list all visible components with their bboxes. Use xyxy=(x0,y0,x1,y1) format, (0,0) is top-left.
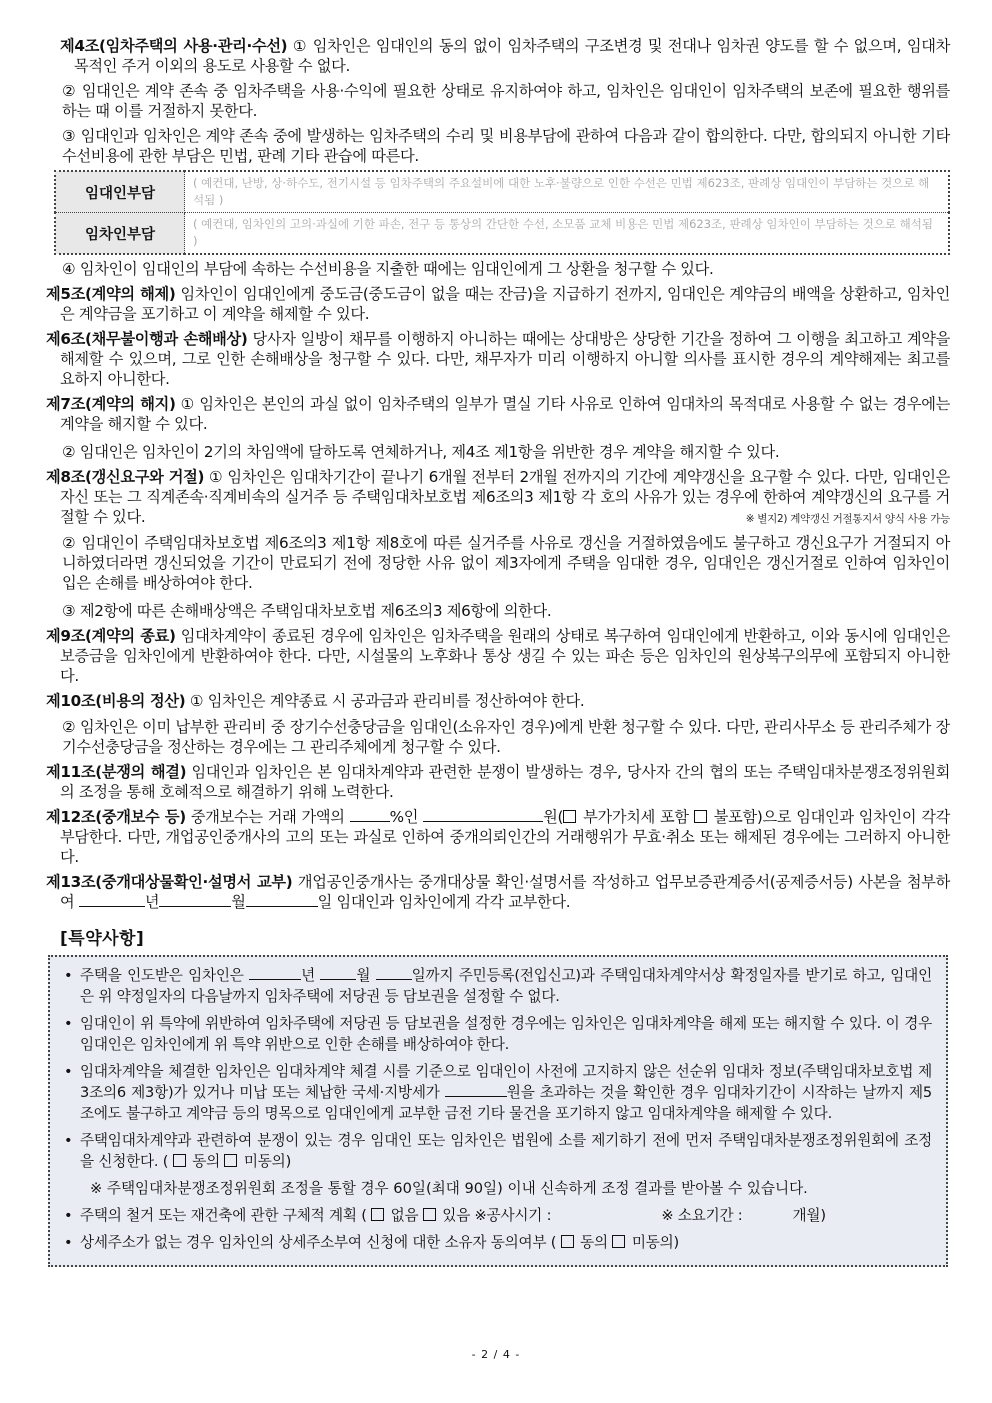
delivery-day-field[interactable] xyxy=(246,892,318,907)
article-5-title: 제5조(계약의 해제) xyxy=(46,285,176,303)
article-5 xyxy=(46,284,950,324)
fee-rate-field[interactable] xyxy=(350,807,390,822)
repair-burden-table xyxy=(54,170,950,255)
article-10-title: 제10조(비용의 정산) xyxy=(46,692,186,710)
article-11 xyxy=(46,762,950,802)
special-term-1-d: 일까지 주민등록(전입신고)과 주택임대차계약서상 확정일자를 받기로 하고, 임대인은 위 약정일자의 다음날까지 임차주택에 저당권 등 담보권을 설정할 수 없다. xyxy=(80,967,932,1005)
owner-agree-label: 동의 xyxy=(575,1234,613,1251)
article-7 xyxy=(46,394,950,434)
special-term-2 xyxy=(64,1013,932,1055)
article-8-p1: ① 임차인은 임대차기간이 끝나기 6개월 전부터 2개월 전까지의 기간에 계약갱신을 요구할 수 있다. 다만, 임대인은 자신 또는 그 직계존속·직계비속의 실거주 등 주택임대차보호법 제6조의3 제1항 각 호의 사유가 있는 경우에 한하여 계약갱신의 요구를 거절할 수 있다. xyxy=(60,468,950,526)
vat-included-label: 부가가치세 포함 xyxy=(578,808,694,826)
no-plan-checkbox[interactable] xyxy=(371,1208,384,1221)
registration-day-field[interactable] xyxy=(376,965,412,980)
tenant-burden-text: ( 예컨대, 임차인의 고의·과실에 기한 파손, 전구 등 통상의 간단한 수선, 소모품 교체 비용은 민법 제623조, 판례상 임차인이 부담하는 것으로 해석됨 ) xyxy=(185,213,950,255)
contract-page xyxy=(48,36,950,1267)
mediation-disagree-label: 미동의) xyxy=(239,1153,292,1170)
article-4-title: 제4조(임차주택의 사용·관리·수선) xyxy=(60,37,288,55)
month-label: 월 xyxy=(231,893,246,911)
owner-agree-checkbox[interactable] xyxy=(561,1235,574,1248)
page-number: - 2 / 4 - xyxy=(471,1348,521,1361)
mediation-agree-label: 동의 xyxy=(187,1153,225,1170)
bullet: • xyxy=(64,1132,73,1149)
article-4-p4: ④ 임차인이 임대인의 부담에 속하는 수선비용을 지출한 때에는 임대인에게 그 상환을 청구할 수 있다. xyxy=(62,260,714,278)
article-7-p1: ① 임차인은 본인의 과실 없이 임차주택의 일부가 멸실 기타 사유로 인하여 임대차의 목적대로 사용할 수 없는 경우에는 계약을 해지할 수 있다. xyxy=(60,395,950,433)
article-9-text: 임대차계약이 종료된 경우에 임차인은 임차주택을 원래의 상태로 복구하여 임대인에게 반환하고, 이와 동시에 임대인은 보증금을 임차인에게 반환하여야 한다. 다만, 시설물의 노후화나 통상 생길 수 있는 파손 등은 임차인의 원상복구의무에 포함되지 아니한다. xyxy=(60,627,950,685)
has-plan-checkbox[interactable] xyxy=(423,1208,436,1221)
owner-disagree-checkbox[interactable] xyxy=(612,1235,625,1248)
article-8-title: 제8조(갱신요구와 거절) xyxy=(46,468,205,486)
article-13 xyxy=(46,872,950,912)
special-term-1 xyxy=(64,965,932,1007)
special-terms-box xyxy=(48,955,948,1267)
bullet: • xyxy=(64,1234,73,1251)
article-6-text: 당사자 일방이 채무를 이행하지 아니하는 때에는 상대방은 상당한 기간을 정하여 그 이행을 최고하고 계약을 해제할 수 있으며, 그로 인한 손해배상을 청구할 수 있다. 다만, 채무자가 미리 이행하지 아니할 의사를 표시한 경우의 계약해제는 최고를 요하지 아니한다. xyxy=(60,330,950,388)
bullet: • xyxy=(64,1015,73,1032)
bullet: • xyxy=(64,1207,73,1224)
registration-year-field[interactable] xyxy=(249,965,301,980)
article-13-title: 제13조(중개대상물확인·설명서 교부) xyxy=(46,873,293,891)
article-7-p2: ② 임대인은 임차인이 2기의 차임액에 달하도록 연체하거나, 제4조 제1항을 위반한 경우 계약을 해지할 수 있다. xyxy=(62,443,780,461)
mediation-agree-checkbox[interactable] xyxy=(173,1154,186,1167)
article-4 xyxy=(48,36,950,76)
special-term-2-text: 임대인이 위 특약에 위반하여 임차주택에 저당권 등 담보권을 설정한 경우에는 임차인은 임대차계약을 해제 또는 해지할 수 있다. 이 경우 임대인은 임차인에게 위 특약 위반으로 인한 손해를 배상하여야 한다. xyxy=(80,1015,932,1053)
special-term-1-b: 년 xyxy=(301,967,321,984)
landlord-burden-text: ( 예컨대, 난방, 상·하수도, 전기시설 등 임차주택의 주요설비에 대한 노후·불량으로 인한 수선은 민법 제623조, 판례상 임대인이 부담하는 것으로 해석됨 ) xyxy=(185,171,950,213)
special-term-4 xyxy=(64,1130,932,1172)
article-12-text-c: 원( xyxy=(543,808,564,826)
article-6-title: 제6조(채무불이행과 손해배상) xyxy=(46,330,248,348)
article-6 xyxy=(46,329,950,389)
article-12-text-b: %인 xyxy=(389,808,424,826)
special-term-5-a: 주택의 철거 또는 재건축에 관한 구체적 계획 ( xyxy=(80,1207,372,1224)
article-9 xyxy=(46,626,950,686)
vat-excluded-label: 불포함)으로 xyxy=(708,808,792,826)
special-term-3 xyxy=(64,1061,932,1124)
article-13-end: 일 임대인과 임차인에게 각각 교부한다. xyxy=(317,893,571,911)
special-term-1-a: 주택을 인도받은 임차인은 xyxy=(80,967,250,984)
article-11-text: 임대인과 임차인은 본 임대차계약과 관련한 분쟁이 발생하는 경우, 당사자 간의 협의 또는 주택임대차분쟁조정위원회의 조정을 통해 호혜적으로 해결하기 위해 노력한다. xyxy=(60,763,950,801)
months-label: 개월) xyxy=(792,1207,826,1224)
bullet: • xyxy=(64,967,73,984)
year-label: 년 xyxy=(144,893,160,911)
special-term-6 xyxy=(64,1232,932,1253)
landlord-burden-label: 임대인부담 xyxy=(55,171,185,213)
article-10-p2: ② 임차인은 이미 납부한 관리비 중 장기수선충당금을 임대인(소유자인 경우)에게 반환 청구할 수 있다. 다만, 관리사무소 등 관리주체가 장기수선충당금을 정산하는 경우에는 그 관리주체에게 청구할 수 있다. xyxy=(62,718,950,756)
article-8-p2: ② 임대인이 주택임대차보호법 제6조의3 제1항 제8호에 따른 실거주를 사유로 갱신을 거절하였음에도 불구하고 갱신요구가 거절되지 아니하였더라면 갱신되었을 기간이 만료되기 전에 정당한 사유 없이 제3자에게 주택을 임대한 경우, 임대인은 갱신거절로 인하여 임차인이 입은 손해를 배상하여야 한다. xyxy=(62,534,950,592)
registration-month-field[interactable] xyxy=(320,965,356,980)
article-11-title: 제11조(분쟁의 해결) xyxy=(46,763,187,781)
article-12-title: 제12조(중개보수 등) xyxy=(46,808,186,826)
special-term-3-a: 임대차계약을 체결한 임차인은 임대차계약 체결 시를 기준으로 임대인이 사전에 고지하지 않은 선순위 임대차 정보(주택임대차보호법 제3조의6 제3항)가 있거나 미납 또는 체납한 국세·지방세가 xyxy=(80,1063,932,1101)
special-term-5 xyxy=(64,1205,932,1226)
special-term-6-a: 상세주소가 없는 경우 임차인의 상세주소부여 신청에 대한 소유자 동의여부 ( xyxy=(80,1234,561,1251)
article-7-title: 제7조(계약의 해지) xyxy=(46,395,176,413)
tenant-burden-label: 임차인부담 xyxy=(55,213,185,255)
special-term-1-c: 월 xyxy=(356,967,376,984)
article-8 xyxy=(46,467,950,527)
vat-excluded-checkbox[interactable] xyxy=(694,810,707,823)
owner-disagree-label: 미동의) xyxy=(627,1234,680,1251)
tax-amount-field[interactable] xyxy=(445,1082,507,1097)
article-9-title: 제9조(계약의 종료) xyxy=(46,627,176,645)
article-12-rest: 임대인과 임차인이 각각 부담한다. 다만, 개업공인중개사의 고의 또는 과실로 인하여 중개의뢰인간의 거래행위가 무효·취소 또는 해제된 경우에는 그러하지 아니한다. xyxy=(60,808,951,866)
article-4-p3: ③ 임대인과 임차인은 계약 존속 중에 발생하는 임차주택의 수리 및 비용부담에 관하여 다음과 같이 합의한다. 다만, 합의되지 아니한 기타 수선비용에 관한 부담은 민법, 판례 기타 관습에 따른다. xyxy=(62,127,950,165)
article-8-p3: ③ 제2항에 따른 손해배상액은 주택임대차보호법 제6조의3 제6항에 의한다. xyxy=(62,602,552,620)
article-10-p1: ① 임차인은 계약종료 시 공과금과 관리비를 정산하여야 한다. xyxy=(185,692,585,710)
article-5-text: 임차인이 임대인에게 중도금(중도금이 없을 때는 잔금)을 지급하기 전까지, 임대인은 계약금의 배액을 상환하고, 임차인은 계약금을 포기하고 이 계약을 해제할 수 있다. xyxy=(60,285,950,323)
delivery-year-field[interactable] xyxy=(79,892,145,907)
mediation-disagree-checkbox[interactable] xyxy=(224,1154,237,1167)
vat-included-checkbox[interactable] xyxy=(563,810,576,823)
bullet: • xyxy=(64,1063,73,1080)
fee-amount-field[interactable] xyxy=(423,807,543,822)
delivery-month-field[interactable] xyxy=(159,892,231,907)
article-8-note: ※ 별지2) 계약갱신 거절통지서 양식 사용 가능 xyxy=(745,513,950,525)
article-4-p1: ① 임차인은 임대인의 동의 없이 임차주택의 구조변경 및 전대나 임차권 양도를 할 수 없으며, 임대차 목적인 주거 이외의 용도로 사용할 수 없다. xyxy=(74,37,950,75)
article-12-text-a: 중개보수는 거래 가액의 xyxy=(185,808,350,826)
special-terms-title: [특약사항] xyxy=(60,929,145,949)
duration-label: ※ 소요기간 : xyxy=(661,1207,743,1224)
article-4-p2: ② 임대인은 계약 존속 중 임차주택을 사용·수익에 필요한 상태로 유지하여야 하고, 임차인은 임대인이 임차주택의 보존에 필요한 행위를 하는 때 이를 거절하지 못한다. xyxy=(62,82,950,120)
article-10 xyxy=(46,691,950,711)
special-term-4-a: 주택임대차계약과 관련하여 분쟁이 있는 경우 임대인 또는 임차인은 법원에 소를 제기하기 전에 먼저 주택임대차분쟁조정위원회에 조정을 신청한다. ( xyxy=(80,1132,932,1170)
has-plan-label: 있음 ※공사시기 : xyxy=(437,1207,552,1224)
article-12 xyxy=(46,807,950,867)
mediation-note: ※ 주택임대차분쟁조정위원회 조정을 통할 경우 60일(최대 90일) 이내 신속하게 조정 결과를 받아볼 수 있습니다. xyxy=(90,1180,808,1197)
no-plan-label: 없음 xyxy=(386,1207,423,1224)
special-term-3-b: 원을 초과하는 것을 확인한 경우 임대차기간이 시작하는 날까지 제5조에도 불구하고 계약금 등의 명목으로 임대인에게 교부한 금전 기타 물건을 포기하지 않고 임대차계약을 해제할 수 있다. xyxy=(80,1084,932,1122)
article-13-text: 개업공인중개사는 중개대상물 확인·설명서를 작성하고 업무보증관계증서(공제증서등) 사본을 첨부하여 xyxy=(60,873,950,911)
